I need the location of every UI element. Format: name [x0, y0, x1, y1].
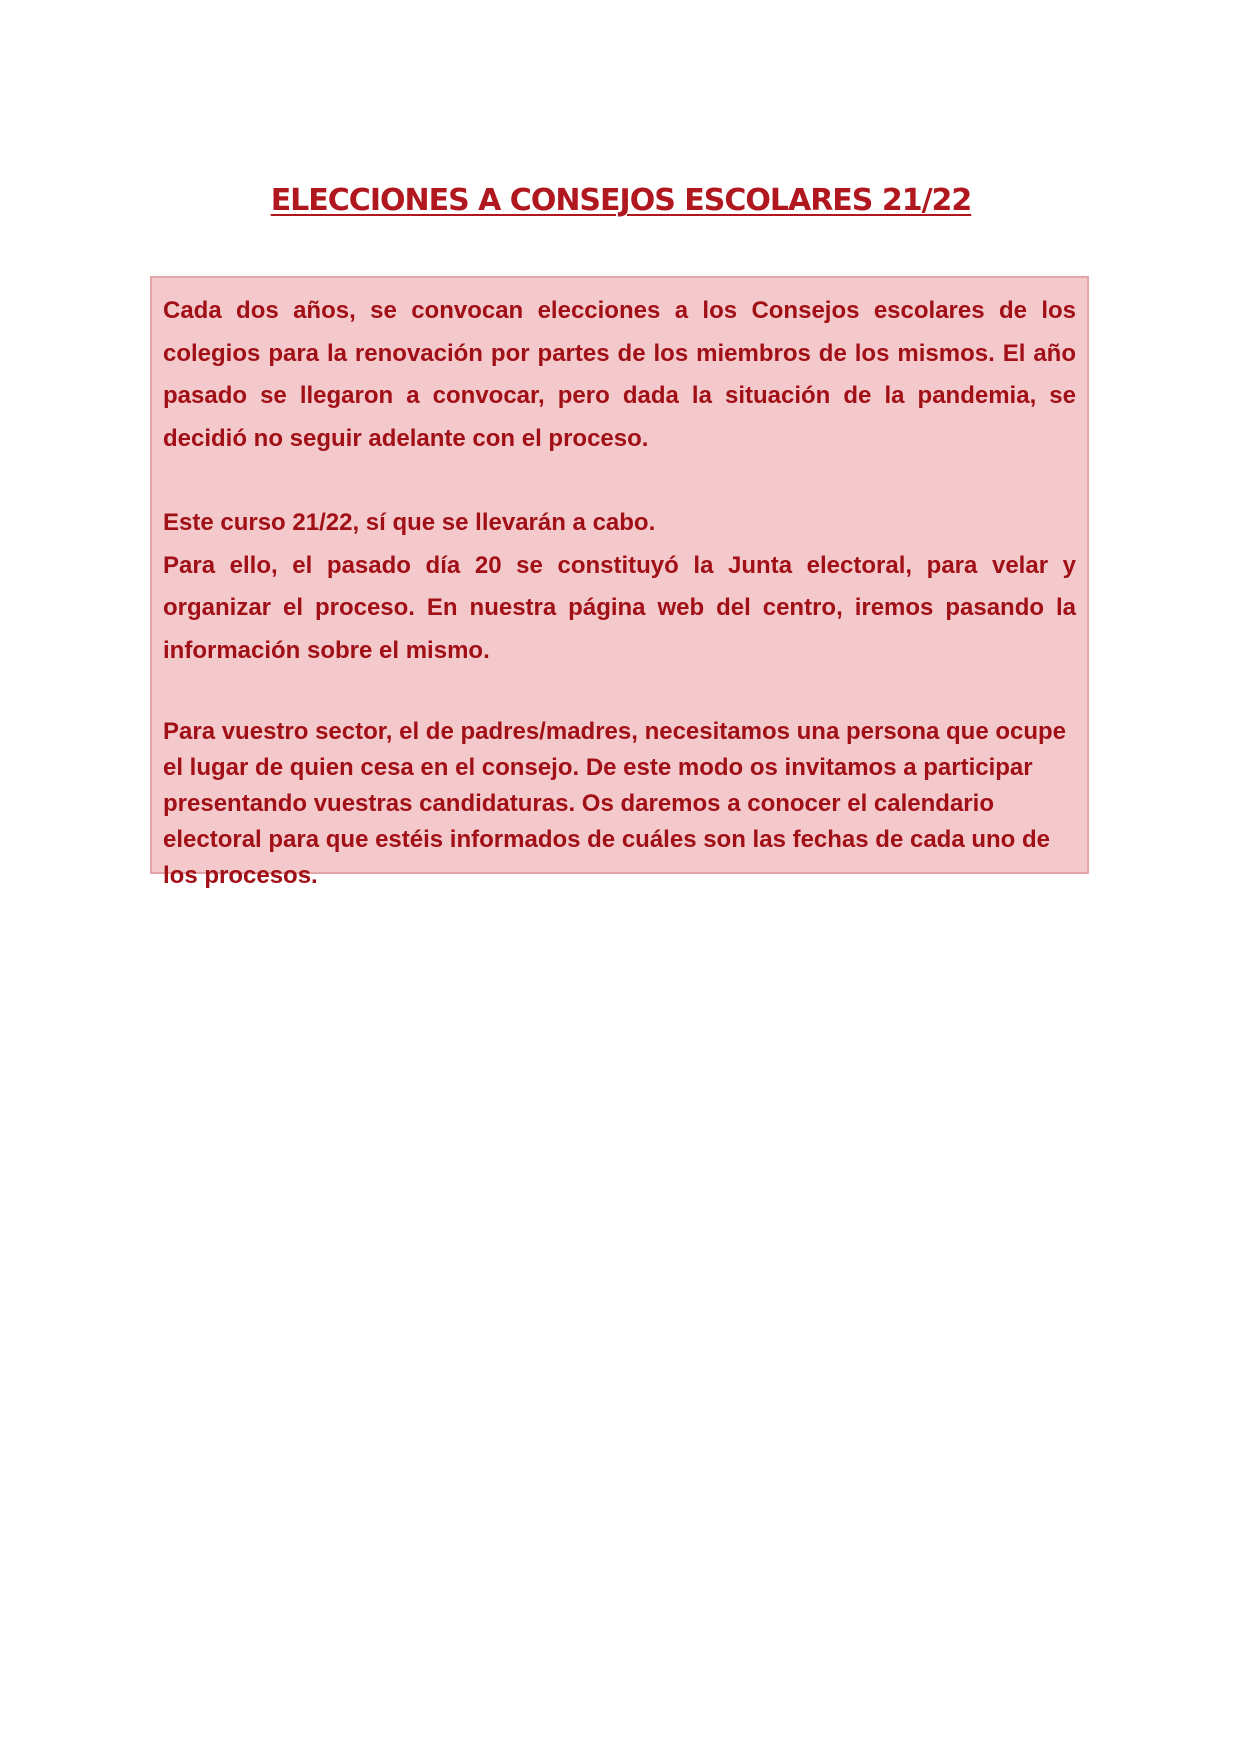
paragraph-spacer — [163, 460, 1076, 502]
paragraph-current-course: Este curso 21/22, sí que se llevarán a cabo. — [163, 509, 656, 536]
paragraph-electoral-board: Para ello, el pasado día 20 se constituyó la Junta electoral, para velar y organizar el proceso. En nuestra página web del centro, iremos pasando la información sobre el mismo. — [163, 551, 1076, 664]
notice-box — [150, 276, 1089, 889]
paragraph-spacer — [163, 672, 1076, 714]
paragraph-parents-sector: Para vuestro sector, el de padres/madres, necesitamos una persona que ocupe el lugar de quien cesa en el consejo. De este modo os invitamos a participar presentando vuestras candidaturas. Os daremos a conocer el calendario electoral para que estéis informados de cuáles son las fechas de cada uno de los procesos. — [163, 718, 1067, 889]
paragraph-intro: Cada dos años, se convocan elecciones a los Consejos escolares de los colegios para la renovación por partes de los miembros de los mismos. El año pasado se llegaron a convocar, pero dada la situación de la pandemia, se decidió no seguir adelante con el proceso. — [163, 297, 1076, 452]
page-title: ELECCIONES A CONSEJOS ESCOLARES 21/22 — [270, 183, 972, 218]
